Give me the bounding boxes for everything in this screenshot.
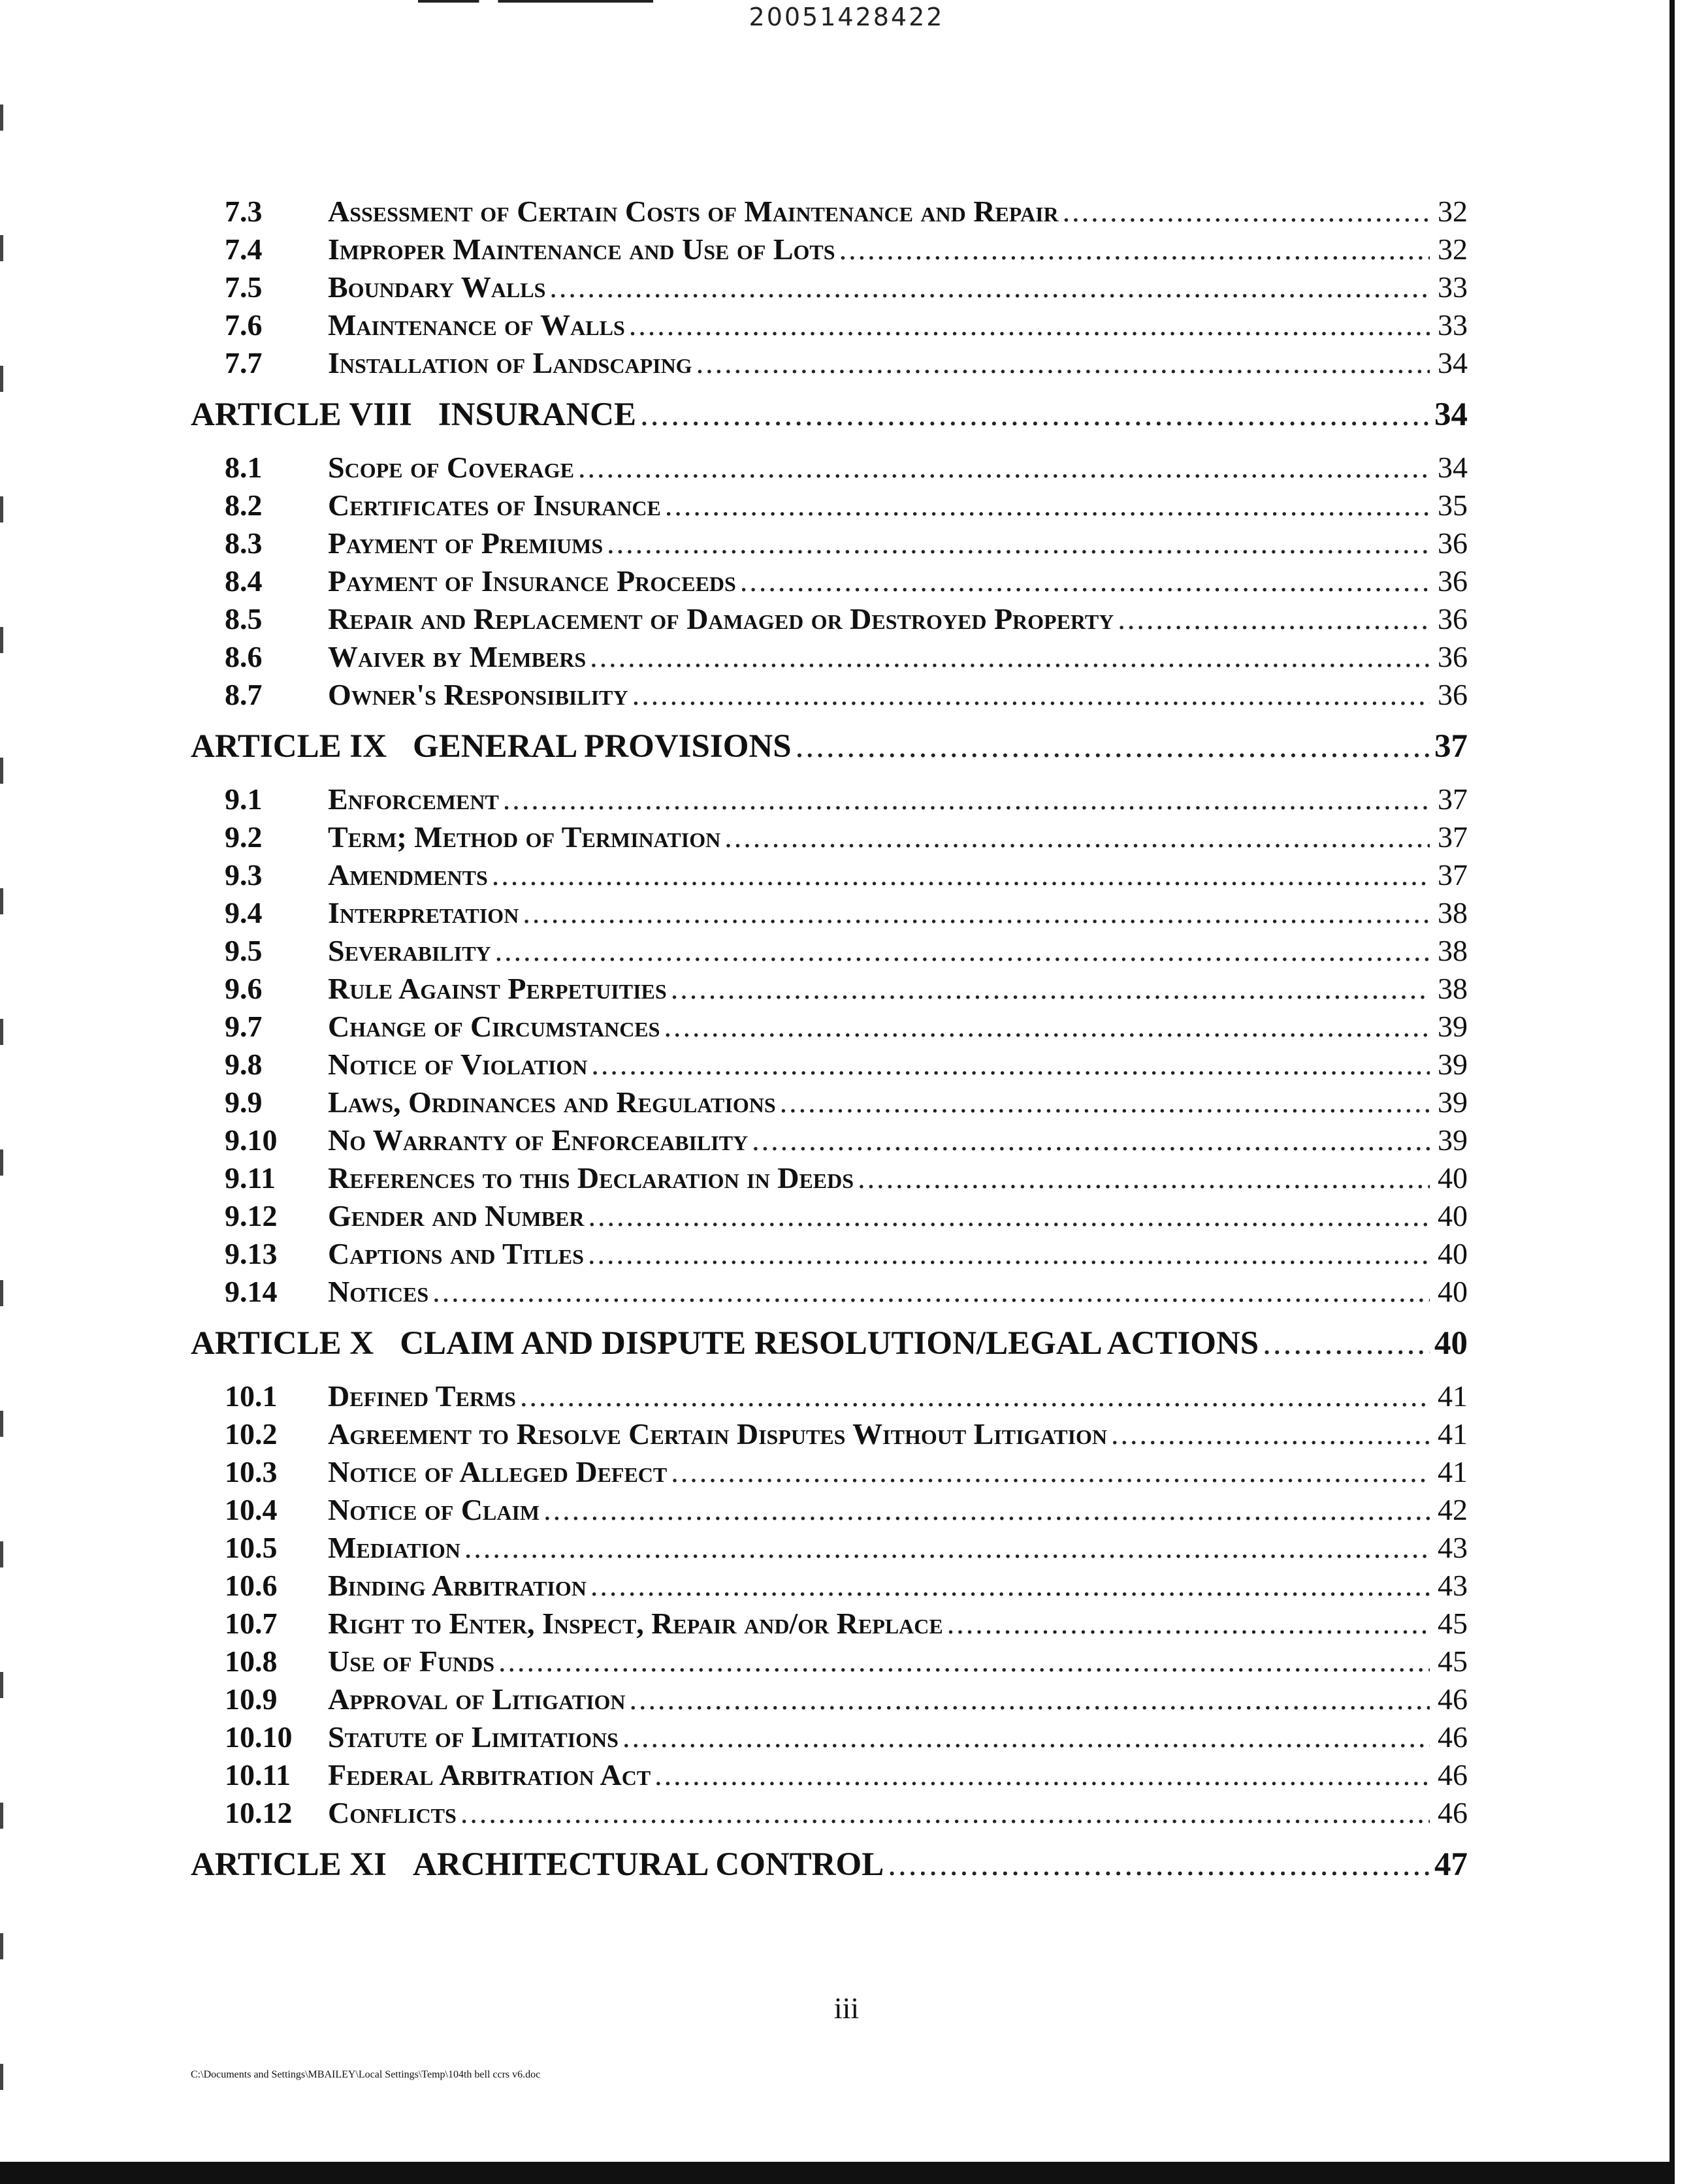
section-number: 10.5 (225, 1531, 278, 1564)
dot-leader (780, 1084, 1430, 1121)
dot-leader (1111, 1415, 1430, 1453)
dot-leader (495, 932, 1430, 970)
section-number: 9.7 (225, 1010, 263, 1043)
section-page: 34 (1438, 346, 1468, 379)
toc-section-row (191, 932, 1468, 970)
dot-leader (1063, 193, 1430, 231)
toc-section-row (191, 1008, 1468, 1046)
dot-leader (590, 638, 1430, 676)
section-title: Payment of Insurance Proceeds (328, 564, 736, 598)
article-number: ARTICLE IX (191, 728, 387, 765)
dot-leader (607, 524, 1430, 562)
section-page: 37 (1438, 782, 1468, 816)
section-number: 7.6 (225, 308, 263, 342)
section-page: 41 (1438, 1455, 1468, 1488)
section-page: 40 (1438, 1237, 1468, 1270)
section-page: 32 (1438, 195, 1468, 228)
dot-leader (590, 1567, 1430, 1605)
section-title: Change of Circumstances (328, 1010, 660, 1043)
dot-leader (665, 487, 1430, 524)
section-page: 39 (1438, 1048, 1468, 1081)
section-number: 9.6 (225, 972, 263, 1005)
section-number: 9.13 (225, 1237, 278, 1270)
section-page: 32 (1438, 233, 1468, 266)
section-page: 38 (1438, 896, 1468, 929)
section-title: Waiver by Members (328, 640, 587, 673)
section-page: 34 (1438, 451, 1468, 484)
section-number: 10.9 (225, 1682, 278, 1716)
section-page: 40 (1438, 1161, 1468, 1195)
section-number: 8.4 (225, 564, 263, 598)
toc-section-row (191, 193, 1468, 231)
toc-section-row (191, 780, 1468, 818)
toc-section-row (191, 818, 1468, 856)
section-title: Enforcement (328, 782, 499, 816)
section-page: 43 (1438, 1531, 1468, 1564)
article-page: 37 (1434, 728, 1468, 765)
toc-section-row (191, 1121, 1468, 1159)
section-number: 9.11 (225, 1161, 276, 1195)
section-number: 10.1 (225, 1379, 278, 1413)
toc-section-row (191, 1159, 1468, 1197)
toc-section-row (191, 1718, 1468, 1756)
section-number: 10.10 (225, 1720, 293, 1754)
section-title: Agreement to Resolve Certain Disputes Without Litigation (328, 1417, 1108, 1451)
section-page: 45 (1438, 1607, 1468, 1640)
toc-section-row (191, 344, 1468, 382)
toc-section-row (191, 524, 1468, 562)
toc-section-row (191, 894, 1468, 932)
section-page: 38 (1438, 934, 1468, 967)
section-title: Notice of Violation (328, 1048, 588, 1081)
section-title: Right to Enter, Inspect, Repair and/or Replace (328, 1607, 943, 1640)
section-title: Payment of Premiums (328, 526, 604, 560)
toc-section-row (191, 638, 1468, 676)
section-number: 10.6 (225, 1569, 278, 1602)
section-number: 7.7 (225, 346, 263, 379)
section-number: 9.10 (225, 1123, 278, 1157)
section-page: 37 (1438, 820, 1468, 854)
toc-article-row (191, 1841, 1468, 1888)
article-number: ARTICLE X (191, 1325, 374, 1362)
section-page: 46 (1438, 1796, 1468, 1829)
section-title: Captions and Titles (328, 1237, 584, 1270)
section-page: 42 (1438, 1493, 1468, 1526)
section-number: 9.2 (225, 820, 263, 854)
section-page: 39 (1438, 1123, 1468, 1157)
article-page: 47 (1434, 1846, 1468, 1883)
dot-leader (588, 1197, 1430, 1235)
section-title: Conflicts (328, 1796, 457, 1829)
section-title: Binding Arbitration (328, 1569, 587, 1602)
dot-leader (671, 970, 1430, 1008)
toc-section-row (191, 1643, 1468, 1680)
section-number: 8.1 (225, 451, 263, 484)
toc-section-row (191, 1491, 1468, 1529)
dot-leader (740, 562, 1430, 600)
section-page: 38 (1438, 972, 1468, 1005)
toc-section-row (191, 562, 1468, 600)
section-number: 9.3 (225, 858, 263, 891)
section-number: 10.11 (225, 1758, 291, 1791)
section-title: Amendments (328, 858, 488, 891)
toc-section-row (191, 856, 1468, 894)
dot-leader (696, 344, 1430, 382)
scan-edge-marks (0, 0, 3, 2155)
section-title: Statute of Limitations (328, 1720, 619, 1754)
dot-leader (630, 1680, 1430, 1718)
section-number: 8.2 (225, 489, 263, 522)
section-number: 9.5 (225, 934, 263, 967)
page-border-bottom (0, 2162, 1675, 2184)
section-page: 39 (1438, 1085, 1468, 1119)
section-page: 33 (1438, 270, 1468, 304)
section-title: Defined Terms (328, 1379, 516, 1413)
section-title: References to this Declaration in Deeds (328, 1161, 854, 1195)
toc-section-row (191, 1756, 1468, 1794)
dot-leader (888, 1841, 1430, 1888)
dot-leader (752, 1121, 1430, 1159)
page-border-right (1669, 0, 1675, 2162)
section-title: Owner's Responsibility (328, 678, 628, 711)
section-page: 35 (1438, 489, 1468, 522)
dot-leader (523, 894, 1430, 932)
toc-section-row (191, 970, 1468, 1008)
section-number: 8.6 (225, 640, 263, 673)
section-page: 36 (1438, 602, 1468, 635)
section-number: 9.12 (225, 1199, 278, 1232)
section-number: 8.3 (225, 526, 263, 560)
dot-leader (1263, 1320, 1430, 1367)
article-page: 34 (1434, 396, 1468, 433)
section-page: 36 (1438, 526, 1468, 560)
section-number: 9.14 (225, 1275, 278, 1308)
article-title: ARCHITECTURAL CONTROL (413, 1846, 884, 1883)
dot-leader (520, 1377, 1430, 1415)
section-title: Assessment of Certain Costs of Maintenance and Repair (328, 195, 1059, 228)
section-number: 9.8 (225, 1048, 263, 1081)
section-number: 10.7 (225, 1607, 278, 1640)
section-number: 7.4 (225, 233, 263, 266)
article-title: CLAIM AND DISPUTE RESOLUTION/LEGAL ACTIONS (400, 1325, 1259, 1362)
table-of-contents (191, 193, 1468, 1899)
dot-leader (432, 1273, 1430, 1311)
article-title: INSURANCE (438, 396, 637, 433)
toc-section-row (191, 449, 1468, 487)
dot-leader (503, 780, 1430, 818)
toc-article-row (191, 723, 1468, 770)
section-number: 7.5 (225, 270, 263, 304)
dot-leader (671, 1453, 1430, 1491)
section-title: Severability (328, 934, 491, 967)
toc-section-row (191, 1415, 1468, 1453)
section-title: No Warranty of Enforceability (328, 1123, 749, 1157)
dot-leader (1118, 600, 1430, 638)
dot-leader (549, 268, 1430, 306)
article-number: ARTICLE VIII (191, 396, 412, 433)
section-page: 33 (1438, 308, 1468, 342)
toc-section-row (191, 1235, 1468, 1273)
section-page: 40 (1438, 1199, 1468, 1232)
dot-leader (858, 1159, 1430, 1197)
toc-section-row (191, 1529, 1468, 1567)
section-page: 46 (1438, 1720, 1468, 1754)
toc-section-row (191, 1567, 1468, 1605)
toc-section-row (191, 1046, 1468, 1084)
dot-leader (588, 1235, 1430, 1273)
dot-leader (622, 1718, 1430, 1756)
section-title: Maintenance of Walls (328, 308, 625, 342)
section-title: Notices (328, 1275, 429, 1308)
section-title: Term; Method of Termination (328, 820, 721, 854)
section-number: 8.7 (225, 678, 263, 711)
toc-section-row (191, 676, 1468, 714)
section-number: 10.3 (225, 1455, 278, 1488)
section-page: 46 (1438, 1758, 1468, 1791)
toc-section-row (191, 1605, 1468, 1643)
section-page: 36 (1438, 640, 1468, 673)
toc-section-row (191, 268, 1468, 306)
section-title: Rule Against Perpetuities (328, 972, 667, 1005)
page-number: iii (833, 1991, 860, 2025)
section-title: Federal Arbitration Act (328, 1758, 651, 1791)
section-number: 10.4 (225, 1493, 278, 1526)
section-page: 41 (1438, 1417, 1468, 1451)
section-number: 10.2 (225, 1417, 278, 1451)
section-title: Gender and Number (328, 1199, 585, 1232)
dot-leader (492, 856, 1430, 894)
file-path: C:\Documents and Settings\MBAILEY\Local Settings\Temp\104th bell ccrs v6.doc (191, 2069, 541, 2080)
section-number: 10.12 (225, 1796, 293, 1829)
toc-section-row (191, 1273, 1468, 1311)
section-title: Boundary Walls (328, 270, 546, 304)
dot-leader (839, 231, 1430, 268)
section-number: 9.1 (225, 782, 263, 816)
dot-leader (578, 449, 1430, 487)
toc-section-row (191, 231, 1468, 268)
toc-section-row (191, 1197, 1468, 1235)
toc-section-row (191, 306, 1468, 344)
dot-leader (640, 391, 1430, 438)
dot-leader (591, 1046, 1430, 1084)
section-number: 7.3 (225, 195, 263, 228)
section-page: 36 (1438, 678, 1468, 711)
section-page: 45 (1438, 1645, 1468, 1678)
toc-section-row (191, 1377, 1468, 1415)
section-title: Certificates of Insurance (328, 489, 661, 522)
toc-section-row (191, 1680, 1468, 1718)
section-title: Interpretation (328, 896, 519, 929)
dot-leader (464, 1529, 1430, 1567)
document-id: 20051428422 (749, 3, 944, 31)
section-title: Use of Funds (328, 1645, 495, 1678)
section-title: Mediation (328, 1531, 460, 1564)
section-page: 36 (1438, 564, 1468, 598)
section-page: 39 (1438, 1010, 1468, 1043)
section-title: Notice of Claim (328, 1493, 540, 1526)
article-page: 40 (1434, 1325, 1468, 1362)
section-page: 46 (1438, 1682, 1468, 1716)
section-title: Notice of Alleged Defect (328, 1455, 668, 1488)
dot-leader (629, 306, 1430, 344)
section-title: Installation of Landscaping (328, 346, 692, 379)
section-title: Improper Maintenance and Use of Lots (328, 233, 835, 266)
toc-article-row (191, 391, 1468, 438)
section-title: Laws, Ordinances and Regulations (328, 1085, 776, 1119)
article-title: GENERAL PROVISIONS (413, 728, 792, 765)
toc-section-row (191, 1794, 1468, 1832)
dot-leader (460, 1794, 1430, 1832)
section-page: 40 (1438, 1275, 1468, 1308)
section-number: 9.4 (225, 896, 263, 929)
toc-article-row (191, 1320, 1468, 1367)
section-page: 43 (1438, 1569, 1468, 1602)
dot-leader (654, 1756, 1430, 1794)
section-number: 9.9 (225, 1085, 263, 1119)
section-title: Repair and Replacement of Damaged or Destroyed Property (328, 602, 1114, 635)
article-number: ARTICLE XI (191, 1846, 387, 1883)
dot-leader (664, 1008, 1430, 1046)
dot-leader (947, 1605, 1430, 1643)
section-title: Scope of Coverage (328, 451, 574, 484)
dot-leader (796, 723, 1430, 770)
section-title: Approval of Litigation (328, 1682, 626, 1716)
toc-section-row (191, 487, 1468, 524)
dot-leader (498, 1643, 1430, 1680)
section-page: 37 (1438, 858, 1468, 891)
toc-section-row (191, 1084, 1468, 1121)
dot-leader (724, 818, 1430, 856)
section-number: 10.8 (225, 1645, 278, 1678)
toc-section-row (191, 1453, 1468, 1491)
dot-leader (543, 1491, 1430, 1529)
toc-section-row (191, 600, 1468, 638)
section-page: 41 (1438, 1379, 1468, 1413)
section-number: 8.5 (225, 602, 263, 635)
dot-leader (632, 676, 1430, 714)
